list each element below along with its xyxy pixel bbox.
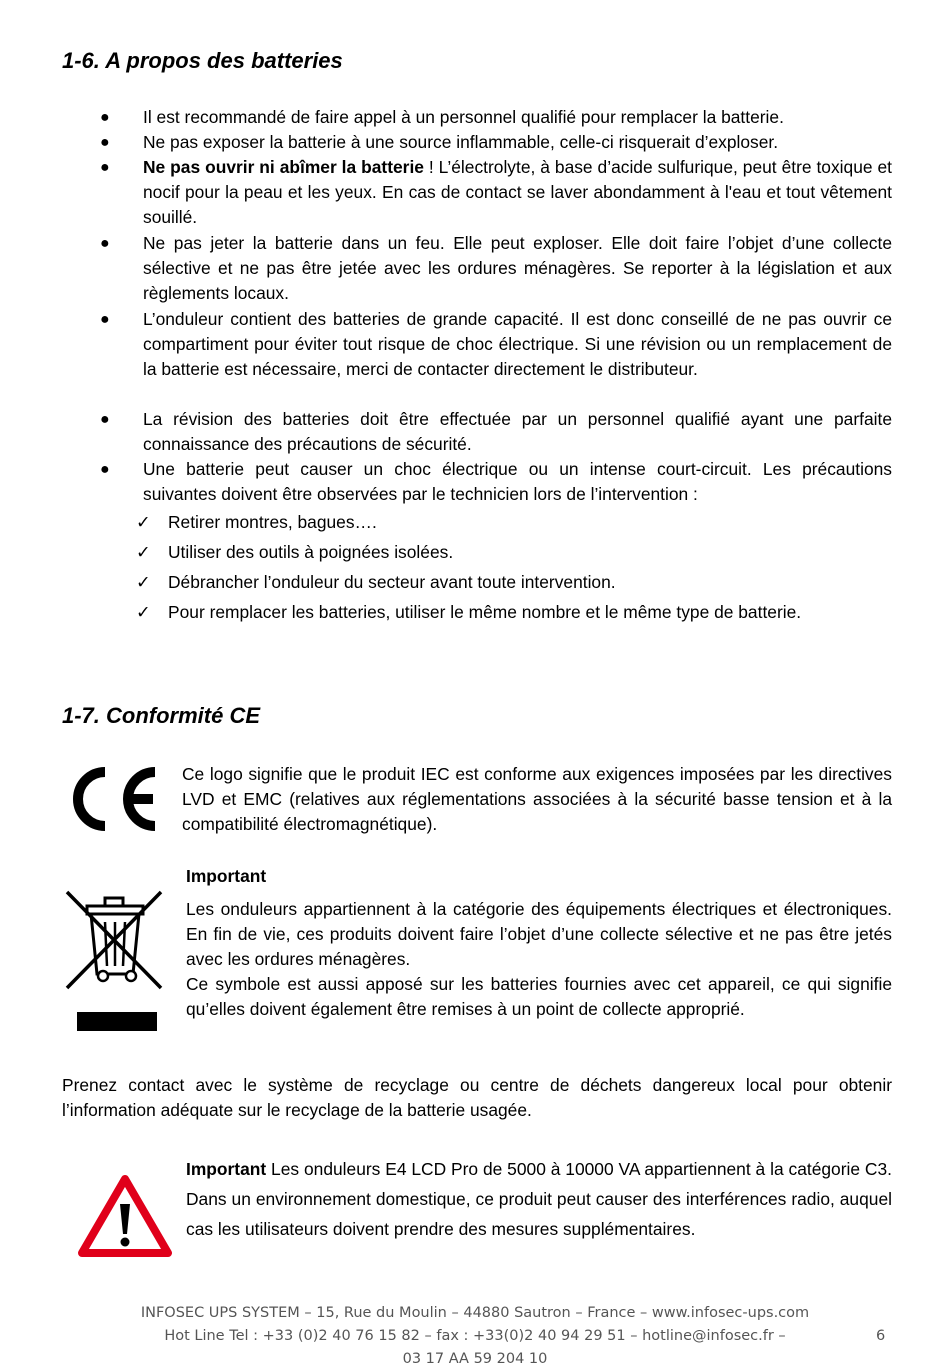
- section-title-ce: 1-7. Conformité CE: [62, 703, 261, 728]
- bullet-text: [143, 155, 892, 231]
- check-text: Débrancher l’onduleur du secteur avant toute intervention.: [168, 572, 616, 592]
- check-item: [136, 507, 892, 537]
- weee-paragraph-1: Les onduleurs appartiennent à la catégorie des équipements électriques et électroniques. En fin de vie, ces produits doivent faire l’objet d’une collecte sélective et ne pas être jetés avec les ordures ménagères.: [186, 899, 892, 970]
- section-title-batteries: 1-6. A propos des batteries: [62, 48, 343, 73]
- crossed-bin-icon: [63, 888, 171, 1033]
- bullet-icon: ●: [100, 134, 110, 151]
- bullet-item: [100, 231, 892, 307]
- important-label: Important: [186, 866, 267, 886]
- bullet-item: [100, 457, 892, 507]
- check-text: Retirer montres, bagues….: [168, 512, 377, 532]
- bullet-item: [100, 155, 892, 231]
- bullet-rest-text: ! L’électrolyte, à base d’acide sulfurique, peut être toxique et nocif pour la peau et les yeux. En cas de contact se laver abondamment à l'eau et tout vêtement souillé.: [143, 157, 892, 228]
- warning-text: Les onduleurs E4 LCD Pro de 5000 à 10000 VA appartiennent à la catégorie C3. Dans un environnement domestique, ce produit peut causer des interférences radio, auquel cas les utilisateurs doivent prendre des mesures supplémentaires.: [186, 1159, 892, 1239]
- bullet-item: [100, 307, 892, 383]
- footer-line-2: Hot Line Tel : +33 (0)2 40 76 15 82 – fax : +33(0)2 40 94 29 51 – hotline@infosec.fr –: [164, 1328, 786, 1344]
- weee-paragraph-2: Ce symbole est aussi apposé sur les batteries fournies avec cet appareil, ce qui signifie qu’elles doivent également être remises à un point de collecte approprié.: [186, 974, 892, 1020]
- check-item: [136, 597, 892, 627]
- bullet-text: Ne pas exposer la batterie à une source inflammable, celle-ci risquerait d’exploser.: [143, 132, 779, 152]
- bullet-bold-text: Ne pas ouvrir ni abîmer la batterie: [143, 157, 424, 177]
- bullet-text: Une batterie peut causer un choc électrique ou un intense court-circuit. Les précautions suivantes doivent être observées par le technicien lors de l’intervention :: [143, 459, 892, 505]
- check-item: [136, 537, 892, 567]
- footer-line-1: INFOSEC UPS SYSTEM – 15, Rue du Moulin – 44880 Sautron – France – www.infosec-ups.com: [140, 1305, 810, 1321]
- bullet-icon: ●: [100, 411, 110, 428]
- bullet-icon: ●: [100, 109, 110, 126]
- bullet-item: [100, 130, 892, 155]
- bullet-icon: ●: [100, 311, 110, 328]
- bullet-icon: ●: [100, 235, 110, 252]
- bullet-icon: ●: [100, 159, 110, 176]
- warning-bold-label: Important: [186, 1159, 267, 1179]
- check-icon: ✓: [136, 512, 151, 532]
- warning-paragraph: [186, 1154, 892, 1244]
- check-icon: ✓: [136, 572, 151, 592]
- page-number: 6: [876, 1328, 886, 1344]
- check-icon: ✓: [136, 542, 151, 562]
- bullet-icon: ●: [100, 461, 110, 478]
- recycling-paragraph: Prenez contact avec le système de recyclage ou centre de déchets dangereux local pour obtenir l’information adéquate sur le recyclage de la batterie usagée.: [62, 1075, 892, 1121]
- bullet-item: [100, 105, 892, 130]
- check-icon: ✓: [136, 602, 151, 622]
- ce-mark-icon: [62, 762, 164, 836]
- check-text: Utiliser des outils à poignées isolées.: [168, 542, 454, 562]
- bullet-item: [100, 407, 892, 457]
- bullet-text: La révision des batteries doit être effectuée par un personnel qualifié ayant une parfaite connaissance des précautions de sécurité.: [143, 409, 892, 455]
- ce-description: Ce logo signifie que le produit IEC est conforme aux exigences imposées par les directives LVD et EMC (relatives aux réglementations associées à la sécurité basse tension et à la compatibilité électromagnétique).: [182, 764, 892, 835]
- check-item: [136, 567, 892, 597]
- bullet-text: Il est recommandé de faire appel à un personnel qualifié pour remplacer la batterie.: [143, 107, 784, 127]
- footer-line-3: 03 17 AA 59 204 10: [402, 1351, 548, 1367]
- bullet-text: L’onduleur contient des batteries de grande capacité. Il est donc conseillé de ne pas ouvrir ce compartiment pour éviter tout risque de choc électrique. Si une révision ou un remplacement de la batterie est nécessaire, merci de contacter directement le distributeur.: [143, 309, 892, 380]
- warning-triangle-icon: [78, 1174, 172, 1258]
- bullet-text: Ne pas jeter la batterie dans un feu. Elle peut exploser. Elle doit faire l’objet d’une collecte sélective et ne pas être jetée avec les ordures ménagères. Se reporter à la législation et aux règlements locaux.: [143, 233, 892, 304]
- check-text: Pour remplacer les batteries, utiliser le même nombre et le même type de batterie.: [168, 602, 802, 622]
